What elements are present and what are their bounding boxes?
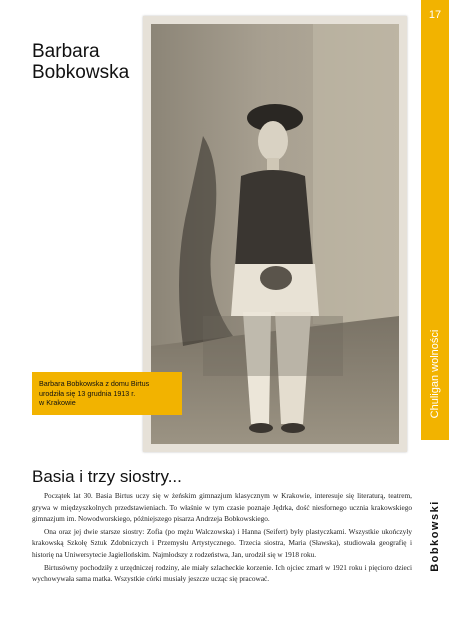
portrait-photo-image — [143, 16, 407, 452]
portrait-photo — [143, 16, 407, 452]
caption-line-2: urodziła się 13 grudnia 1913 r. — [39, 388, 136, 398]
paragraph: Początek lat 30. Basia Birtus uczy się w żeńskim gimnazjum klasycznym w Krakowie, interesuje się literaturą, teatrem, grywa w międzyszkolnych przedstawieniach. To właśnie w tym czasie poznaje Jędrka, dość niesfornego ucznia krakowskiego gimnazjum im. Nowodworskiego, późniejszego pisarza Andrzeja Bobkowskiego. — [32, 491, 412, 524]
author-label: Bobkowski — [429, 500, 441, 572]
page-number: 17 — [428, 9, 442, 21]
paragraph: Ona oraz jej dwie starsze siostry: Zofia (po mężu Walczowska) i Hanna (Seifert) były plastyczkami. Wszystkie ukończyły krakowską Szkołę Sztuk Zdobniczych i Przemysłu Artystycznego. Trzecia siostra, Maria (Sławska), studiowała geografię i historię na Uniwersytecie Jagiellońskim. Najmłodszy z rodzeństwa, Jan, urodził się w 1918 roku. — [32, 526, 412, 559]
caption-line-1: Barbara Bobkowska z domu Birtus — [39, 379, 150, 388]
title-line-1: Barbara — [32, 41, 100, 62]
photo-caption-box — [32, 372, 182, 415]
title-line-2: Bobkowska — [32, 62, 130, 83]
section-label: Chuligan wolności — [429, 329, 441, 419]
page-title — [32, 41, 142, 83]
article-body — [32, 490, 412, 586]
photo-caption — [39, 379, 179, 408]
caption-line-3: w Krakowie — [39, 398, 76, 407]
section-heading: Basia i trzy siostry... — [32, 467, 182, 486]
paragraph: Birtusówny pochodziły z urzędniczej rodziny, ale miały szlacheckie korzenie. Ich ojciec zmarł w 1921 roku i pięcioro dzieci wychowywała sama matka. Wszystkie córki musiały jeszcze ucząc się pracować. — [32, 562, 412, 584]
